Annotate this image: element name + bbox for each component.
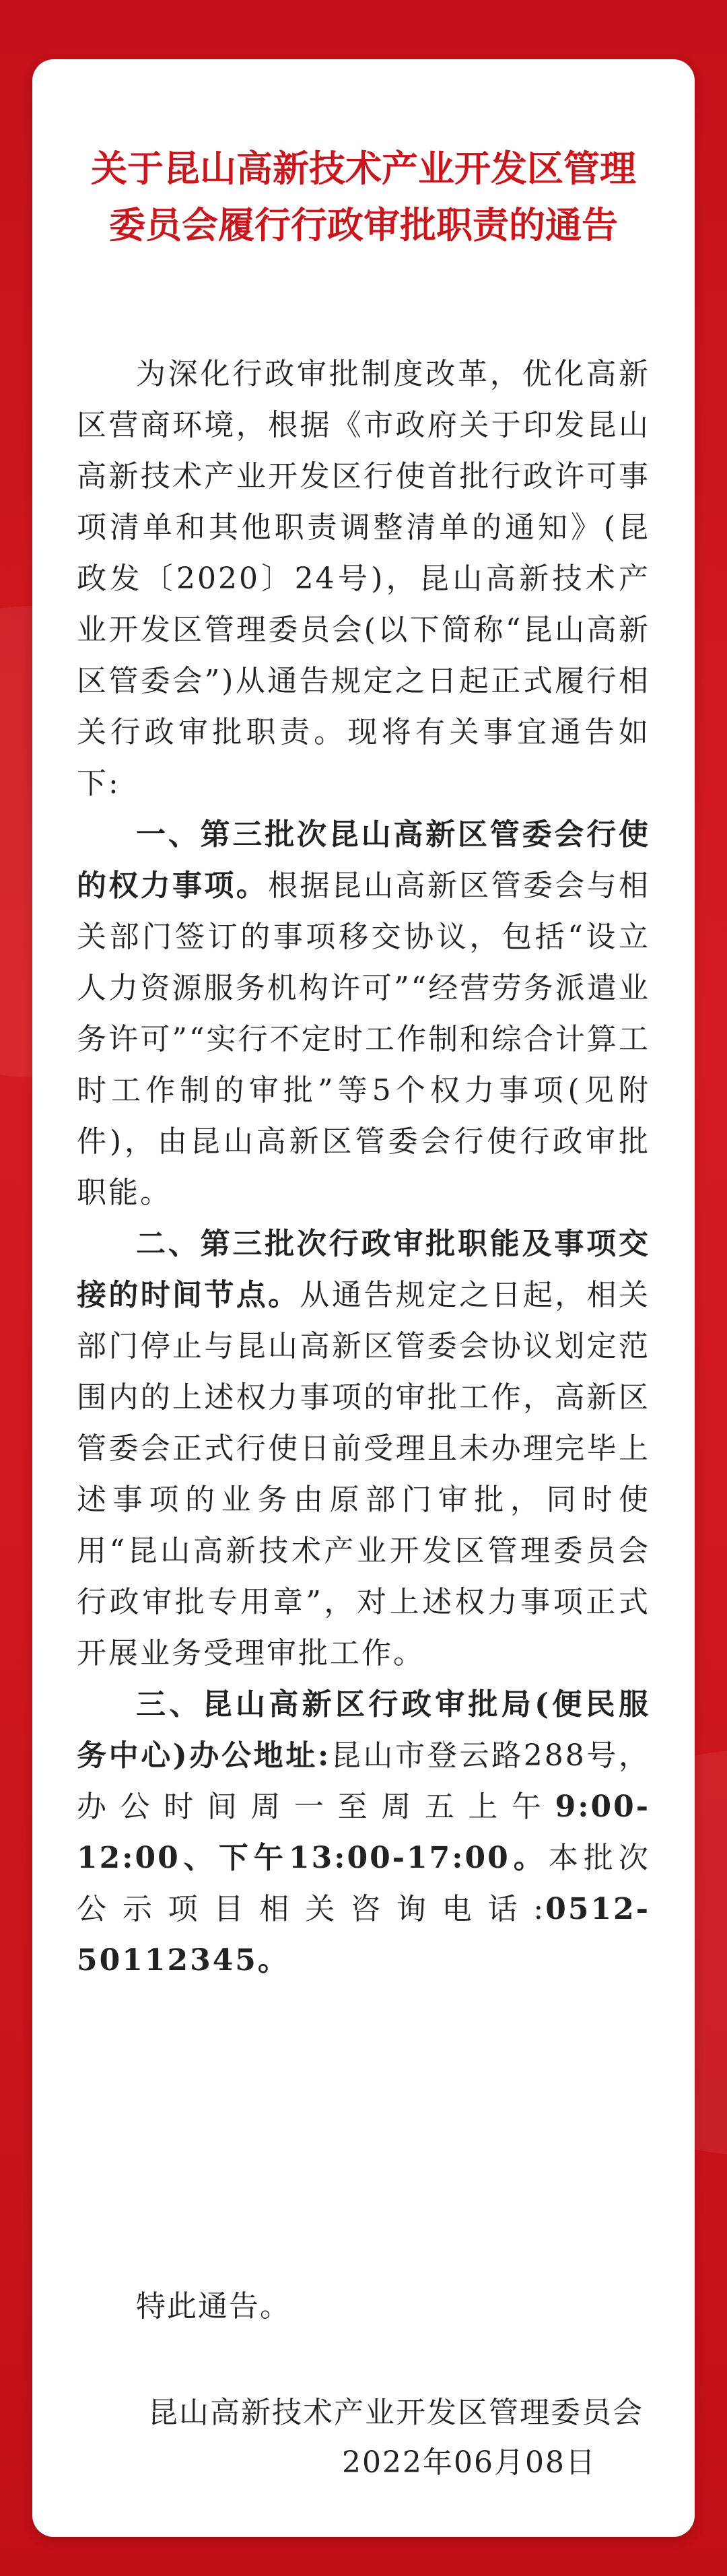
- closing-text: 特此通告。: [136, 2289, 291, 2324]
- notice-body: [77, 349, 650, 1986]
- section-3-hours: 9:00-12:00、下午13:00-17:00。: [77, 1790, 650, 1875]
- section-3-heading: 三、昆山高新区行政审批局(便民服务中心)办公地址:: [77, 1687, 650, 1773]
- section-2: [77, 1219, 650, 1679]
- title-line-2: 委员会履行行政审批职责的通告: [109, 203, 618, 246]
- section-1: [77, 809, 650, 1219]
- signature-date: 2022年06月08日: [342, 2445, 596, 2480]
- section-1-heading: 一、第三批次昆山高新区管委会行使的权力事项。: [77, 817, 650, 903]
- title-line-1: 关于昆山高新技术产业开发区管理: [91, 147, 636, 190]
- section-2-body: 从通告规定之日起，相关部门停止与昆山高新区管委会协议划定范围内的上述权力事项的审批工作，高新区管委会正式行使日前受理且未办理完毕上述事项的业务由原部门审批，同时使用“昆山高新技术产业开发区管理委员会行政审批专用章”，对上述权力事项正式开展业务受理审批工作。: [77, 1278, 651, 1670]
- section-3-phone-label: 本批次公示项目相关咨询电话:: [77, 1841, 650, 1926]
- section-3: [77, 1679, 650, 1986]
- signature-org: 昆山高新技术产业开发区管理委员会: [148, 2396, 644, 2430]
- section-2-heading: 二、第三批次行政审批职能及事项交接的时间节点。: [77, 1227, 650, 1312]
- section-3-phone: 0512-50112345。: [77, 1892, 650, 1977]
- section-1-body: 根据昆山高新区管委会与相关部门签订的事项移交协议，包括“设立人力资源服务机构许可”“经营劳务派遣业务许可”“实行不定时工作制和综合计算工时工作制的审批”等5个权力事项(见附件)，由昆山高新区管委会行使行政审批职能。: [77, 869, 651, 1210]
- section-3-address: 昆山市登云路288号，办公时间周一至周五上午: [77, 1738, 650, 1824]
- intro-paragraph: 为深化行政审批制度改革，优化高新区营商环境，根据《市政府关于印发昆山高新技术产业开发区行使首批行政许可事项清单和其他职责调整清单的通知》(昆政发〔2020〕24号)，昆山高新技术产业开发区管理委员会(以下简称“昆山高新区管委会”)从通告规定之日起正式履行相关行政审批职责。现将有关事宜通告如下:: [77, 357, 650, 801]
- notice-card: [32, 59, 695, 2537]
- notice-title: [32, 140, 695, 253]
